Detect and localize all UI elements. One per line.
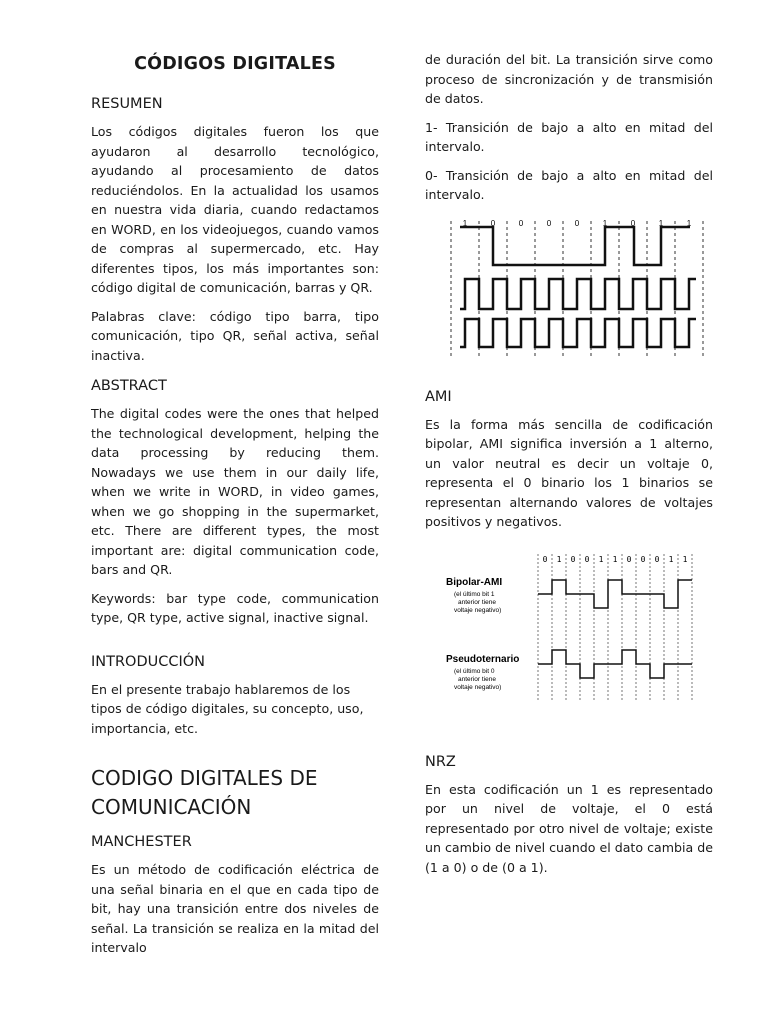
section-title: CODIGO DIGITALES DE COMUNICACIÓN [91,766,318,819]
pseudoternario-note-1: (el último bit 0 [454,667,495,675]
manchester-bit-label: 0 [574,218,580,228]
ami-heading: AMI [425,388,452,405]
manchester-rule-0: 0- Transición de bajo a alto en mitad del intervalo. [425,167,713,202]
manchester-bit-label: 0 [630,218,636,228]
manchester-continued: de duración del bit. La transición sirve como proceso de sincronización y de transmisión de datos. [425,52,713,106]
manchester-bit-label: 0 [546,218,552,228]
intro-heading: INTRODUCCIÓN [91,653,206,670]
manchester-bit-label: 0 [518,218,524,228]
manchester-encoded-waveform [460,319,696,347]
bipolar-ami-note-1: (el último bit 1 [454,590,495,598]
right-column [425,50,713,886]
ami-body: Es la forma más sencilla de codificación bipolar, AMI significa inversión a 1 alterno, un valor neutral es decir un voltaje 0, representa el 0 binario los 1 binarios se representan alternando valores de voltajes positivos y negativos. [425,416,713,529]
pseudoternario-note-3: voltaje negativo) [454,683,502,691]
ami-bit-label: 0 [584,554,590,564]
ami-bit-label: 0 [626,554,632,564]
pseudoternario-note-2: anterior tiene [458,675,496,683]
bipolar-ami-note-3: voltaje negativo) [454,606,502,614]
ami-bit-label: 0 [570,554,576,564]
manchester-bit-label: 1 [686,218,692,228]
resumen-heading: RESUMEN [91,96,163,112]
manchester-bit-label: 0 [490,218,496,228]
pseudoternario-waveform [538,650,692,678]
ami-bit-label: 0 [654,554,660,564]
abstract-heading: ABSTRACT [91,378,167,394]
ami-bit-label: 1 [598,554,604,564]
ami-bit-label: 0 [542,554,548,564]
document-title: CÓDIGOS DIGITALES [134,54,336,74]
abstract-keywords: Keywords: bar type code, communication type, QR type, active signal, inactive signal. [91,590,379,625]
manchester-bit-label: 1 [602,218,608,228]
manchester-rule-1: 1- Transición de bajo a alto en mitad del intervalo. [425,119,713,154]
bipolar-ami-label: Bipolar-AMI [446,576,503,588]
ami-bit-label: 1 [612,554,618,564]
ami-bit-label: 1 [556,554,562,564]
ami-bit-label: 1 [668,554,674,564]
manchester-bit-label: 1 [658,218,664,228]
left-column [91,48,379,967]
manchester-figure [434,219,704,359]
ami-figure [444,552,694,712]
manchester-clock-waveform [460,279,696,309]
bipolar-ami-note-2: anterior tiene [458,598,496,606]
ami-bit-label: 1 [682,554,688,564]
nrz-heading: NRZ [425,753,456,770]
manchester-bit-label: 1 [462,218,468,228]
bipolar-ami-waveform [538,580,692,608]
pseudoternario-label: Pseudoternario [446,653,520,665]
intro-body: En el presente trabajo hablaremos de los tipos de código digitales, su concepto, uso, importancia, etc. [91,681,364,736]
nrz-body: En esta codificación un 1 es representado por un nivel de voltaje, el 0 está representado por otro nivel de voltaje; existe un cambio de nivel cuando el dato cambia de (1 a 0) o de (0 a 1). [425,781,713,875]
manchester-body: Es un método de codificación eléctrica de una señal binaria en el que en cada tipo de bit, hay una transición entre dos niveles de señal. La transición se realiza en la mitad del intervalo [91,862,379,955]
abstract-body: The digital codes were the ones that helped the technological development, helping the data processing by reducing them. Nowadays we use them in our daily life, when we write in WORD, in video games, when we go shopping in the supermarket, etc. There are different types, the most important are: digital communication code, bars and QR. [91,406,379,577]
manchester-heading: MANCHESTER [91,834,192,850]
resumen-keywords: Palabras clave: código tipo barra, tipo comunicación, tipo QR, señal activa, señal inactiva. [91,308,379,363]
manchester-nrz-waveform [460,227,690,265]
resumen-body: Los códigos digitales fueron los que ayudaron al desarrollo tecnológico, ayudando al procesamiento de datos reduciéndolos. En la actualidad los usamos en nuestra vida diaria, cuando redactamos en WORD, en los videojuegos, cuando vamos de compras al supermercado, etc. Hay diferentes tipos, los más importantes son: código digital de comunicación, barras y QR. [91,124,379,295]
ami-bit-label: 0 [640,554,646,564]
